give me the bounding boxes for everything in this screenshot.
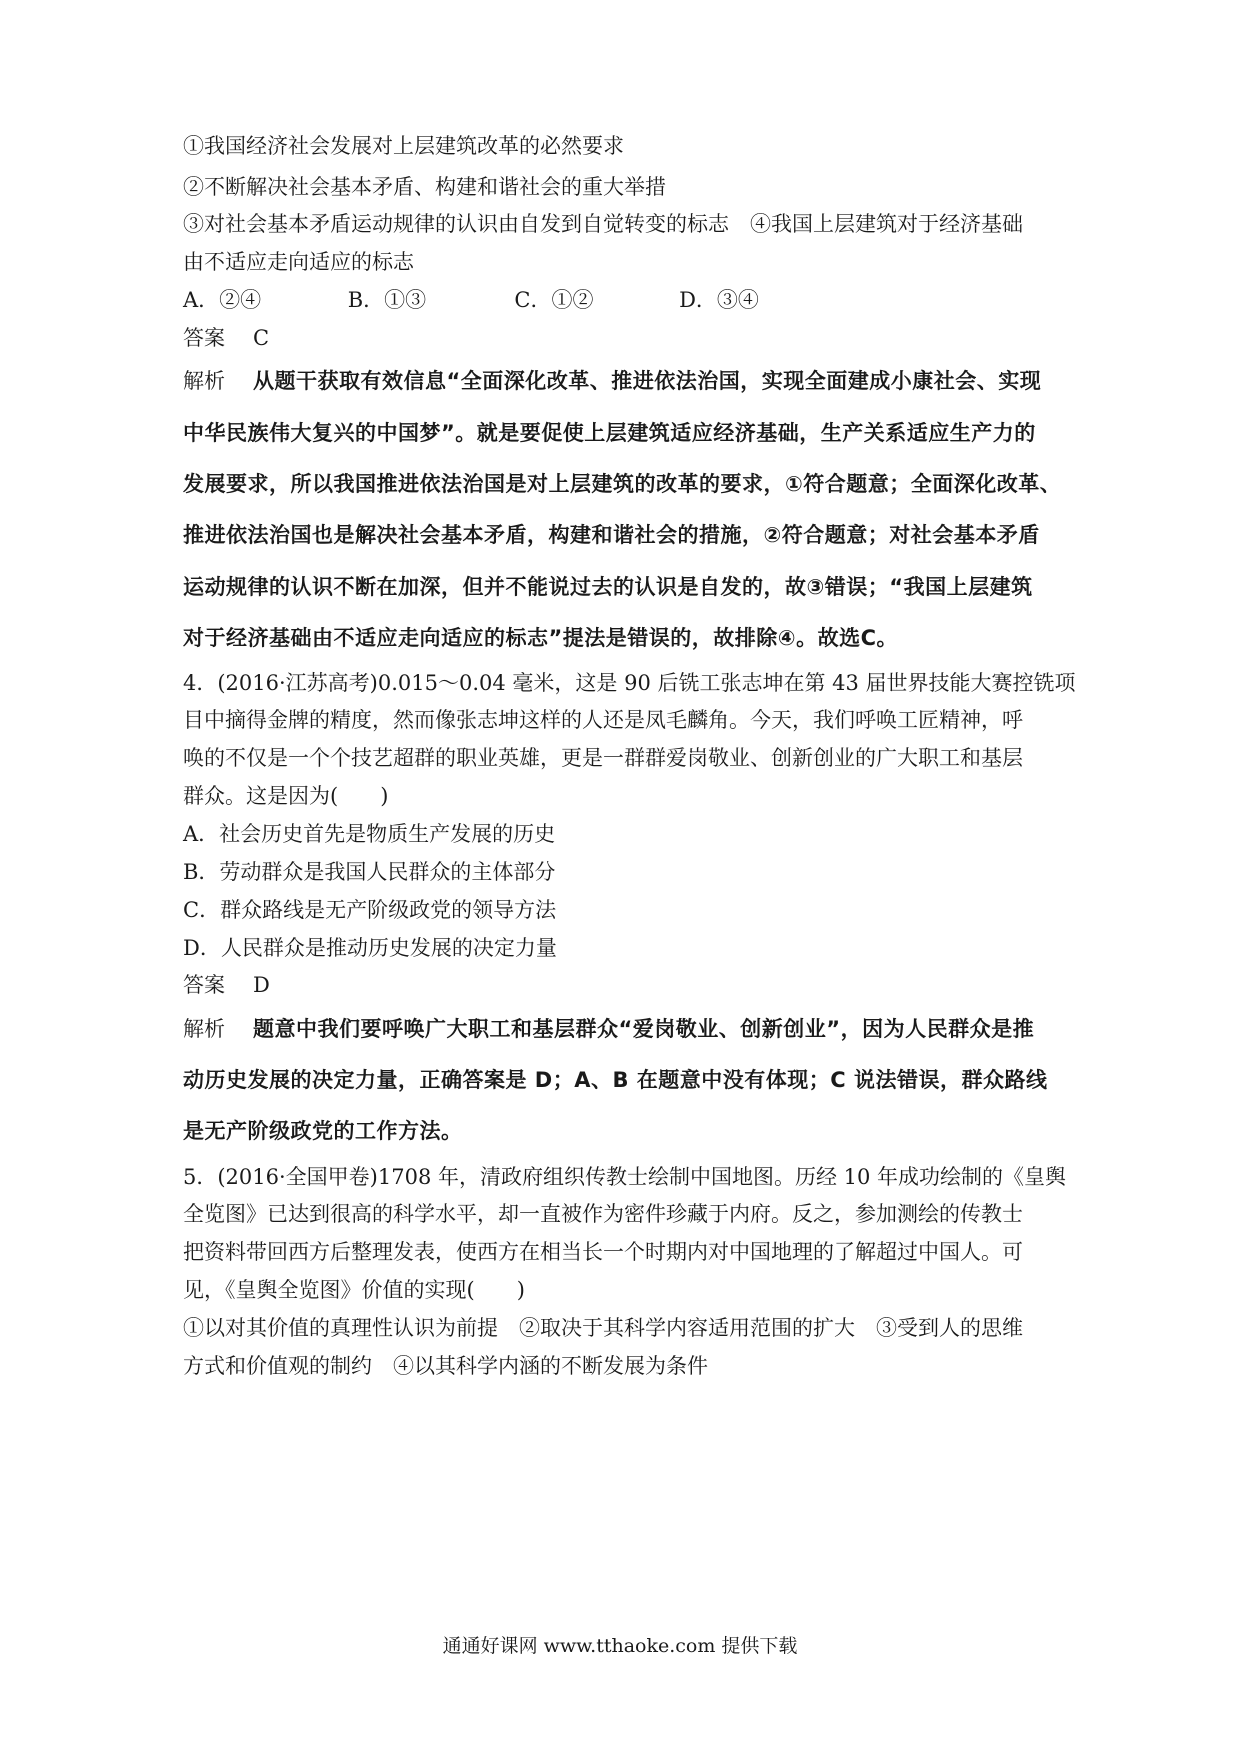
q3-analysis-line-5: 运动规律的认识不断在加深，但并不能说过去的认识是自发的，故③错误；“我国上层建筑 [183, 575, 1033, 599]
q3-answer-value: C [253, 326, 270, 350]
q4-answer [183, 970, 1063, 1000]
q4-stem-line-4: 群众。这是因为( ) [183, 784, 389, 808]
q5-stem-line-3: 把资料带回西方后整理发表，使西方在相当长一个时期内对中国地理的了解超过中国人。可 [183, 1240, 1023, 1264]
q3-option-c: C．①② [514, 288, 594, 312]
q3-option-b: B．①③ [347, 288, 427, 312]
q5-stem-line-2: 全览图》已达到很高的科学水平，却一直被作为密件珍藏于内府。反之，参加测绘的传教士 [183, 1202, 1023, 1226]
q4-analysis-line-2: 动历史发展的决定力量，正确答案是 D；A、B 在题意中没有体现；C 说法错误，群众路线 [183, 1068, 1048, 1092]
q5-stem-line-4: 见，《皇舆全览图》价值的实现( ) [183, 1278, 525, 1302]
q4-analysis-line-1 [183, 1014, 1063, 1044]
q4-analysis-text-1: 题意中我们要呼唤广大职工和基层群众“爱岗敬业、创新创业”，因为人民群众是推 [253, 1017, 1035, 1041]
q3-analysis-line-6: 对于经济基础由不适应走向适应的标志”提法是错误的，故排除④。故选C。 [183, 626, 898, 650]
q3-statement-1: ①我国经济社会发展对上层建筑改革的必然要求 [183, 134, 624, 158]
q4-answer-label: 答案 [183, 973, 225, 997]
q4-stem-line-2: 目中摘得金牌的精度，然而像张志坤这样的人还是凤毛麟角。今天，我们呼唤工匠精神，呼 [183, 708, 1023, 732]
q3-answer-label: 答案 [183, 326, 225, 350]
q3-answer [183, 323, 1063, 353]
q3-analysis-label: 解析 [183, 369, 225, 393]
q4-analysis-line-3: 是无产阶级政党的工作方法。 [183, 1119, 463, 1143]
q3-option-d: D．③④ [679, 288, 759, 312]
q5-statement-line-2: 方式和价值观的制约 ④以其科学内涵的不断发展为条件 [183, 1354, 708, 1378]
q3-statement-2: ②不断解决社会基本矛盾、构建和谐社会的重大举措 [183, 175, 666, 199]
q4-option-b: B．劳动群众是我国人民群众的主体部分 [183, 860, 556, 884]
page-footer: 通通好课网 www.tthaoke.com 提供下载 [442, 1635, 798, 1657]
q4-option-c: C．群众路线是无产阶级政党的领导方法 [183, 898, 557, 922]
q3-statement-3-4: ③对社会基本矛盾运动规律的认识由自发到自觉转变的标志 ④我国上层建筑对于经济基础 [183, 212, 1023, 236]
q3-option-a: A．②④ [183, 288, 262, 312]
q4-option-d: D．人民群众是推动历史发展的决定力量 [183, 936, 557, 960]
q3-analysis-line-3: 发展要求，所以我国推进依法治国是对上层建筑的改革的要求，①符合题意；全面深化改革、 [183, 472, 1062, 496]
q3-options [183, 285, 1063, 315]
q4-stem-line-3: 唤的不仅是一个个技艺超群的职业英雄，更是一群群爱岗敬业、创新创业的广大职工和基层 [183, 746, 1023, 770]
q4-answer-value: D [253, 973, 270, 997]
q3-analysis-line-1 [183, 366, 1063, 396]
q3-analysis-line-2: 中华民族伟大复兴的中国梦”。就是要促使上层建筑适应经济基础，生产关系适应生产力的 [183, 421, 1036, 445]
q3-statement-4-cont: 由不适应走向适应的标志 [183, 250, 414, 274]
q4-analysis-label: 解析 [183, 1017, 225, 1041]
q3-analysis-line-4: 推进依法治国也是解决社会基本矛盾，构建和谐社会的措施，②符合题意；对社会基本矛盾 [183, 523, 1040, 547]
q4-option-a: A．社会历史首先是物质生产发展的历史 [183, 822, 556, 846]
q5-stem-line-1: 5．(2016·全国甲卷)1708 年，清政府组织传教士绘制中国地图。历经 10 年成功绘制的《皇舆 [183, 1165, 1067, 1189]
q5-statement-line-1: ①以对其价值的真理性认识为前提 ②取决于其科学内容适用范围的扩大 ③受到人的思维 [183, 1316, 1023, 1340]
q4-stem-line-1: 4．(2016·江苏高考)0.015～0.04 毫米，这是 90 后铣工张志坤在第 43 届世界技能大赛控铣项 [183, 671, 1076, 695]
q3-analysis-text-1: 从题干获取有效信息“全面深化改革、推进依法治国，实现全面建成小康社会、实现 [253, 369, 1042, 393]
